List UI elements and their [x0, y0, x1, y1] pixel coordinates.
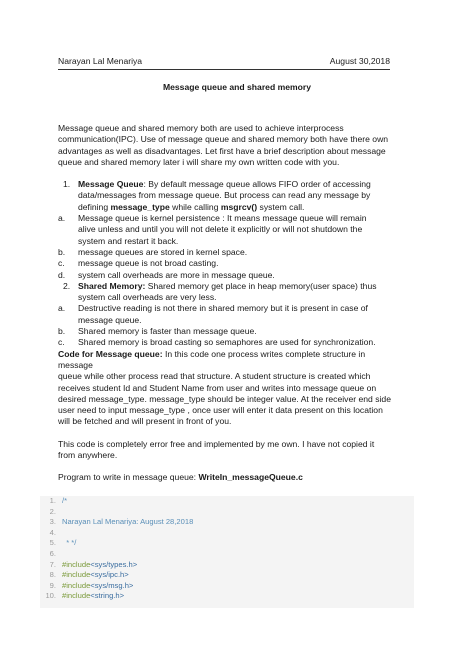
section-heading: Shared Memory:: [78, 280, 146, 291]
sub-item: a. Message queue is kernel persistence : It means message queue will remain alive unless and until you will not delete it explicitly or will not shutdown the system and restart it back.: [58, 213, 367, 246]
intro-line: queue and shared memory later i will share my own written code with you.: [58, 156, 340, 167]
line-number: 2.: [49, 506, 56, 516]
include-directive: #include: [62, 570, 91, 580]
line-number: 10.: [45, 591, 56, 601]
sub-item: c. Shared memory is broad casting so semaphores are used for synchronization.: [58, 337, 376, 348]
list-number: 2.: [63, 280, 71, 291]
document-body: [58, 123, 394, 484]
intro-line: Message queue and shared memory both are used to achieve interprocess: [58, 123, 344, 133]
line-number: 9.: [49, 580, 56, 590]
code-comment: Narayan Lal Menariya: August 28,2018: [62, 517, 194, 527]
line-number: 7.: [49, 559, 56, 569]
code-line: [40, 591, 414, 602]
program-label: Program to write in message queue: WriteIn_messageQueue.c: [58, 472, 303, 483]
line-number: 4.: [49, 527, 56, 537]
sub-item: a. Destructive reading is not there in shared memory but it is present in case of message queue.: [58, 303, 368, 325]
intro-line: communication(IPC). Use of message queue and shared memory both have there own: [58, 134, 389, 145]
header-file: <sys/msg.h>: [90, 580, 134, 590]
line-number: 1.: [49, 496, 56, 505]
list-item-message-queue: 1. Message Queue: By default message queue allows FIFO order of accessing data/messages from message queue. But process can read any message by defining message_type while calling msgrcv() system call.: [58, 179, 394, 213]
disclaimer-paragraph: This code is completely error free and implemented by me own. I have not copied it from anywhere.: [58, 438, 375, 461]
include-directive: #include: [62, 591, 91, 601]
header-file: <sys/ipc.h>: [90, 570, 129, 580]
include-directive: #include: [62, 559, 91, 569]
code-line: [40, 528, 414, 539]
line-number: 3.: [49, 517, 56, 527]
code-line: [40, 496, 414, 507]
author-name: Narayan Lal Menariya: [58, 56, 143, 66]
code-comment: /*: [62, 496, 68, 505]
header-date: August 30,2018: [329, 56, 390, 66]
code-description-paragraph: Code for Message queue: In this code one process writes complete structure in message queue while other process read that structure. A student structure is created which receives student Id and Student Name from user and writes into message queue on desired message_type. message_type should be integer value. At the receiver end side user need to input message_type , once user will enter it data present on this location will be fetched and will present in front of you.: [58, 348, 391, 427]
sub-item: c. message queue is not broad casting.: [58, 258, 219, 269]
header-file: <sys/types.h>: [90, 559, 138, 569]
page-header: [58, 56, 390, 70]
line-number: 5.: [49, 538, 56, 548]
code-line: [40, 538, 414, 549]
header-file: <string.h>: [90, 591, 125, 601]
program-filename: WriteIn_messageQueue.c: [198, 472, 303, 483]
section-heading: Code for Message queue:: [58, 348, 163, 359]
code-line: [40, 570, 414, 581]
code-comment: * */: [62, 538, 77, 548]
line-number: 6.: [49, 548, 56, 558]
code-line: [40, 507, 414, 518]
code-line: [40, 581, 414, 592]
list-item-shared-memory: 2. Shared Memory: Shared memory get place in heap memory(user space) thus system call overheads are very less.: [58, 281, 394, 304]
document-title: Message queue and shared memory: [162, 82, 312, 92]
code-line: [40, 517, 414, 528]
sub-item: b. Shared memory is faster than message queue.: [58, 326, 257, 337]
section-heading: Message Queue: [78, 179, 144, 190]
list-number: 1.: [63, 179, 71, 190]
sub-item: b. message queues are stored in kernel space.: [58, 246, 248, 257]
include-directive: #include: [62, 580, 91, 590]
code-line: [40, 560, 414, 571]
intro-line: advantages as well as disadvantages. Let first have a brief description about message: [58, 145, 386, 156]
sub-item: d. system call overheads are more in message queue.: [58, 269, 275, 280]
code-line: [40, 549, 414, 560]
intro-paragraph: [58, 123, 394, 168]
line-number: 8.: [49, 570, 56, 580]
code-block: [40, 496, 414, 608]
